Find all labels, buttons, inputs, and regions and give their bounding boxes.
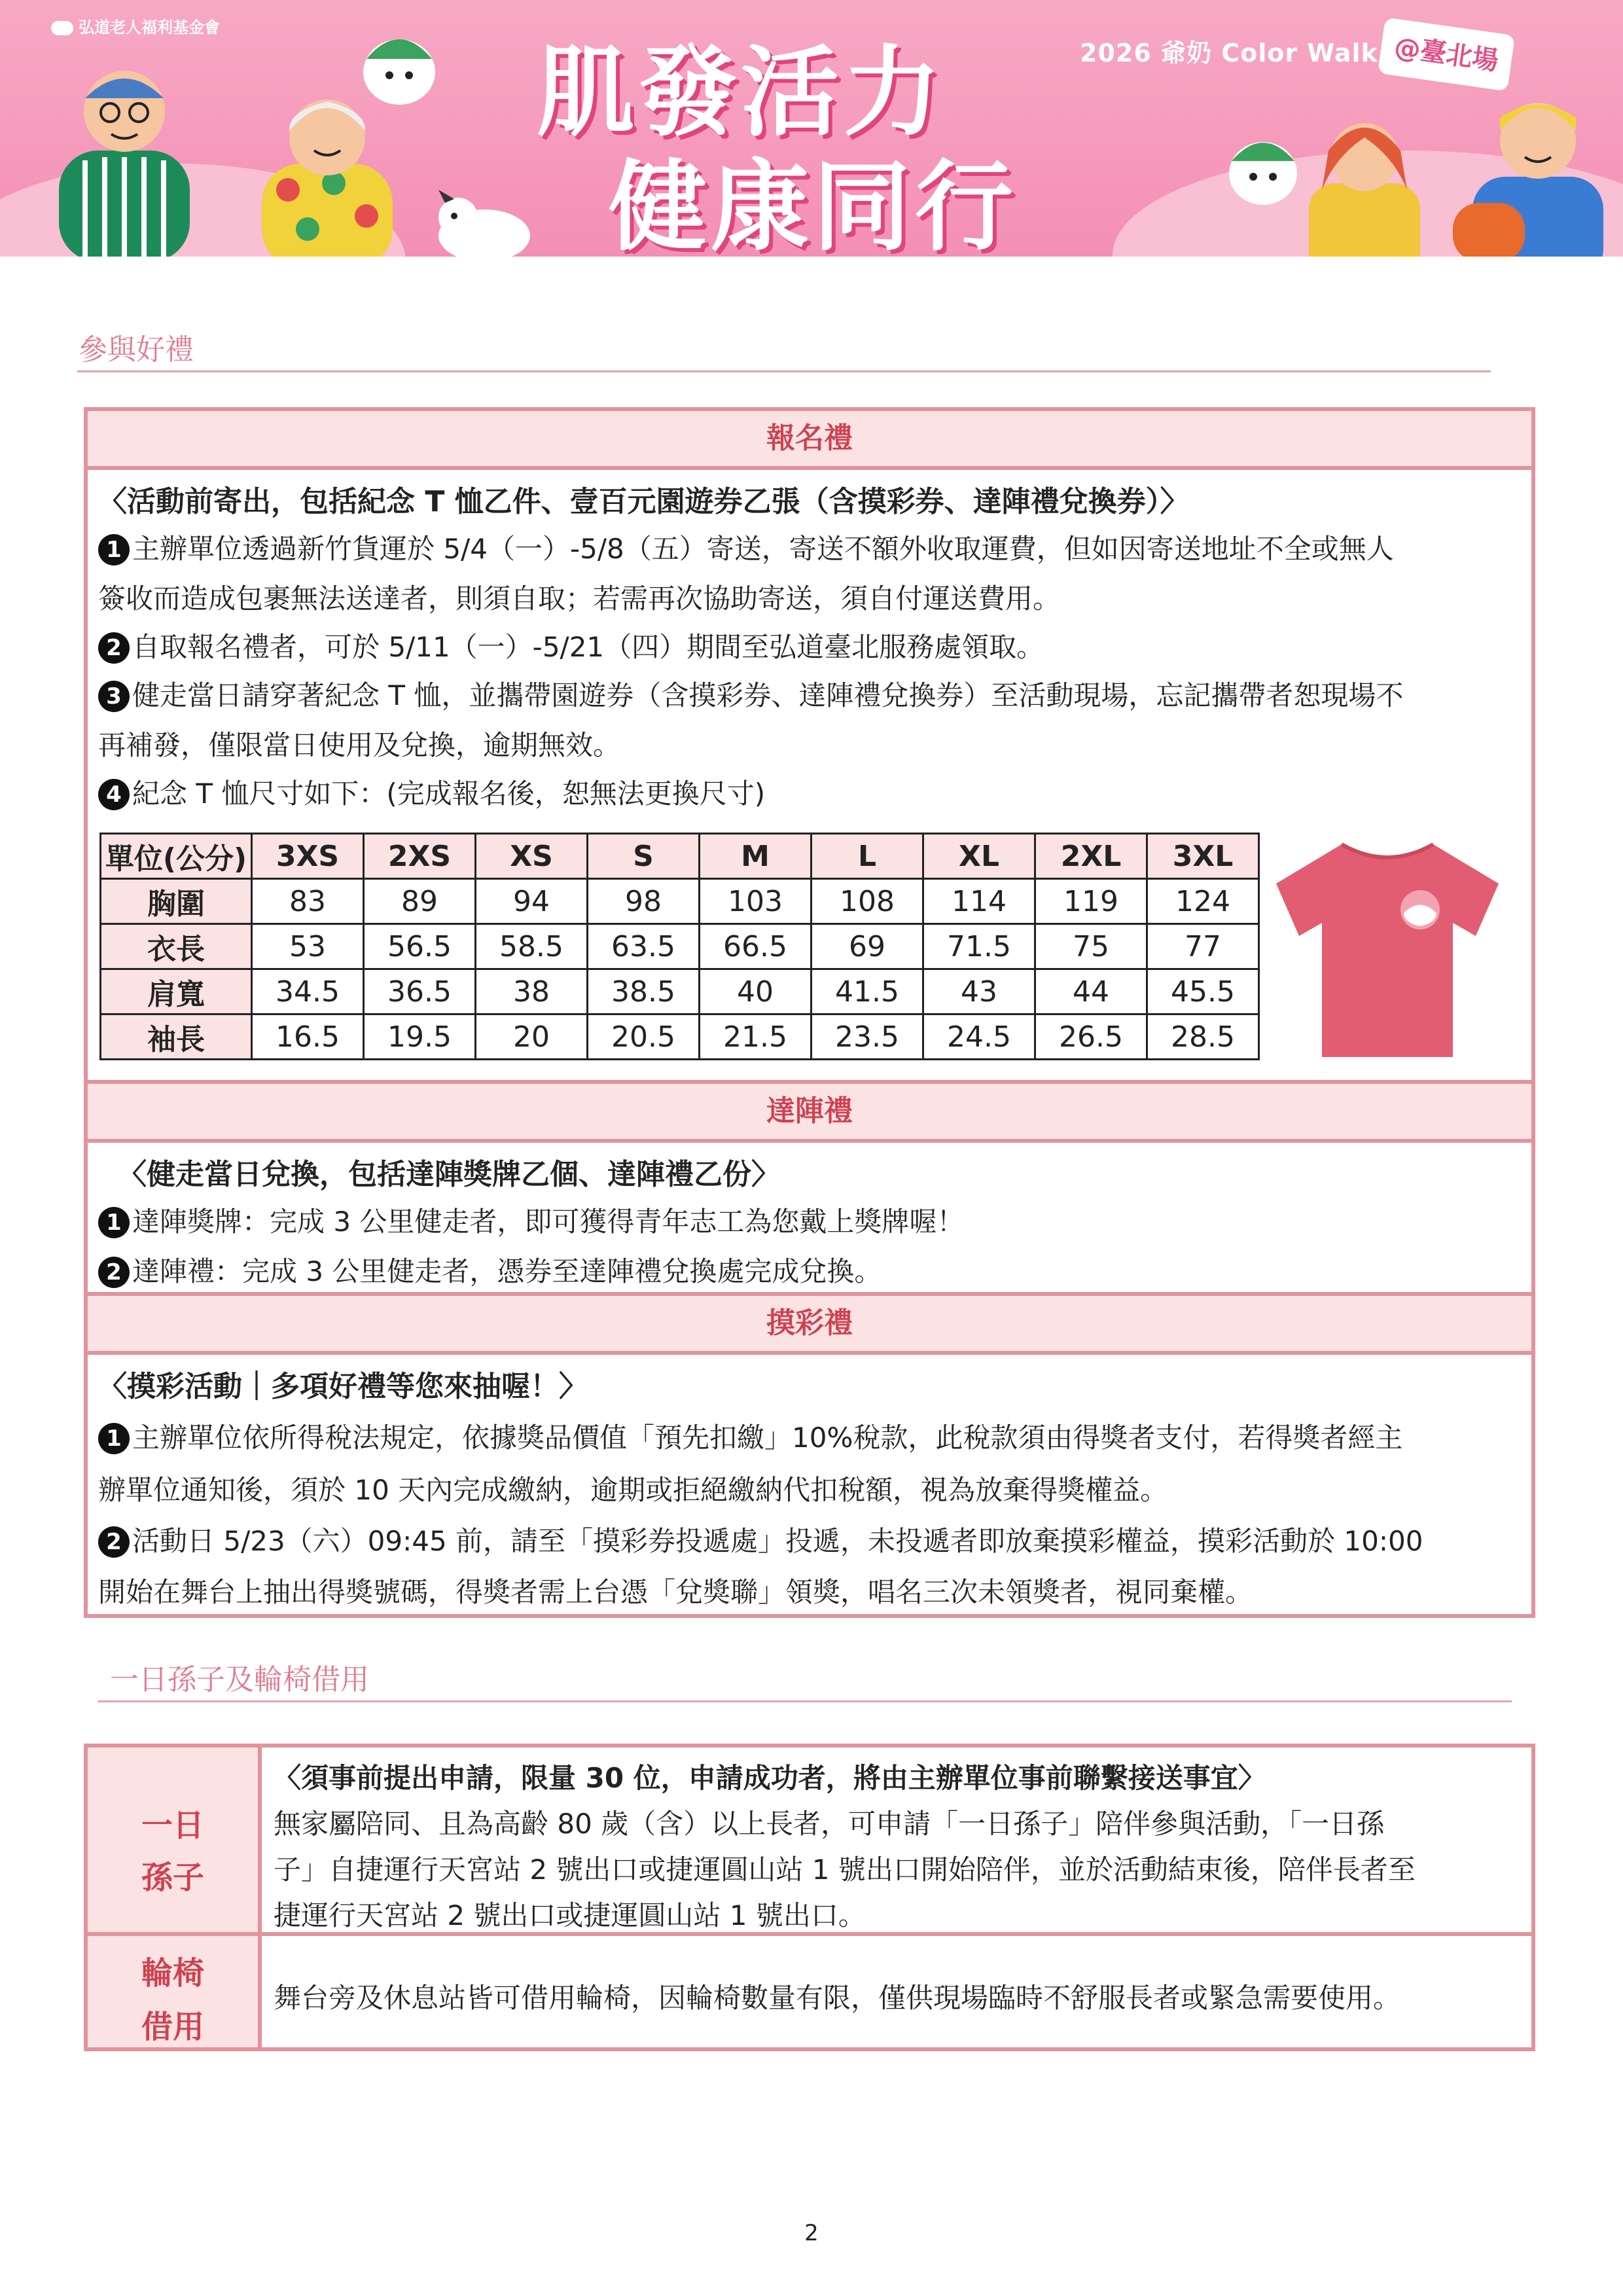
size-table-header-cell: 2XS <box>364 834 476 879</box>
event-name: 2026 爺奶 Color Walk <box>1080 39 1378 67</box>
size-table-header-cell: 2XL <box>1035 834 1147 879</box>
wheelchair-label-1: 輪椅 <box>141 1955 204 1992</box>
lottery-gift-header: 摸彩禮 <box>84 1292 1535 1355</box>
number-badge: 1 <box>98 1207 130 1238</box>
table-cell: 77 <box>1147 924 1259 969</box>
reg-item-3-cont: 再補發，僅限當日使用及兌換，逾期無效。 <box>98 729 621 761</box>
finish-gift-header: 達陣禮 <box>84 1080 1535 1143</box>
size-table-header-cell: 3XS <box>252 834 364 879</box>
wheelchair-label-cell <box>88 1936 258 2047</box>
org-logo-icon <box>51 21 73 35</box>
elderly-woman-illustration <box>236 92 432 257</box>
section-title-grandchild-wheelchair: 一日孫子及輪椅借用 <box>110 1663 369 1696</box>
row-header: 衣長 <box>101 924 252 969</box>
table-cell: 114 <box>923 879 1035 924</box>
number-badge: 2 <box>98 632 130 664</box>
size-table-header <box>101 834 1259 879</box>
dog-illustration <box>432 190 530 257</box>
number-badge: 1 <box>98 1423 130 1454</box>
grandchild-line-1: 無家屬陪同、且為高齡 80 歲（含）以上長者，可申請「一日孫子」陪伴參與活動，「一日孫 <box>274 1808 1385 1840</box>
number-badge: 2 <box>98 1257 130 1288</box>
section-divider <box>77 370 1491 372</box>
table-cell: 23.5 <box>812 1014 923 1060</box>
table-cell: 89 <box>364 879 476 924</box>
section-title-gifts: 參與好禮 <box>79 333 194 367</box>
size-table <box>99 833 1260 1060</box>
young-man-illustration <box>1453 79 1623 257</box>
reg-item-1 <box>98 528 1394 567</box>
reg-item-1-text: 主辦單位透過新竹貨運於 5/4（一）-5/8（五）寄送，寄送不額外收取運費，但如因寄送地址不全或無人 <box>132 533 1394 565</box>
mascot-illustration <box>353 20 452 111</box>
table-cell: 21.5 <box>700 1014 812 1060</box>
lottery-item-2-cont: 開始在舞台上抽出得獎號碼，得獎者需上台憑「兌獎聯」領獎，唱名三次未領獎者，視同棄權。 <box>98 1576 1253 1608</box>
lottery-item-2 <box>98 1520 1423 1559</box>
finish-item-1-text: 達陣獎牌：完成 3 公里健走者，即可獲得青年志工為您戴上獎牌喔！ <box>132 1206 965 1238</box>
lottery-item-1-cont: 辦單位通知後，須於 10 天內完成繳納，逾期或拒絕繳納代扣稅額，視為放棄得獎權益。 <box>98 1474 1168 1506</box>
table-cell: 119 <box>1035 879 1147 924</box>
table-cell: 34.5 <box>252 969 364 1014</box>
table-cell: 16.5 <box>252 1014 364 1060</box>
table-cell: 24.5 <box>923 1014 1035 1060</box>
header-banner <box>0 0 1623 257</box>
venue-badge: @臺北場 <box>1378 18 1515 92</box>
table-cell: 40 <box>700 969 812 1014</box>
table-cell: 43 <box>923 969 1035 1014</box>
finish-item-2-text: 達陣禮：完成 3 公里健走者，憑券至達陣禮兌換處完成兌換。 <box>132 1255 882 1287</box>
table-cell: 53 <box>252 924 364 969</box>
tshirt-image <box>1270 831 1505 1067</box>
reg-item-4 <box>98 772 765 812</box>
table-cell: 19.5 <box>364 1014 476 1060</box>
table-cell: 71.5 <box>923 924 1035 969</box>
reg-gift-subtitle: 〈活動前寄出，包括紀念 T 恤乙件、壹百元園遊券乙張（含摸彩券、達陣禮兌換券）〉 <box>98 485 1189 518</box>
grandchild-line-2: 子」自捷運行天宮站 2 號出口或捷運圓山站 1 號出口開始陪伴，並於活動結束後，陪伴長者至 <box>274 1854 1416 1886</box>
size-table-header-cell: L <box>812 834 923 879</box>
number-badge: 3 <box>98 681 130 712</box>
table-cell: 36.5 <box>364 969 476 1014</box>
table-cell: 44 <box>1035 969 1147 1014</box>
grandchild-label-cell <box>88 1748 258 1932</box>
size-table-header-cell: XS <box>476 834 588 879</box>
reg-item-1-cont: 簽收而造成包裹無法送達者，則須自取；若需再次協助寄送，須自付運送費用。 <box>98 583 1061 615</box>
table-cell: 108 <box>812 879 923 924</box>
elderly-man-illustration <box>39 52 209 257</box>
table-cell: 20.5 <box>588 1014 700 1060</box>
reg-item-3-text: 健走當日請穿著紀念 T 恤，並攜帶園遊券（含摸彩券、達陣禮兌換券）至活動現場，忘記攜帶者恕現場不 <box>132 679 1404 711</box>
table-cell: 20 <box>476 1014 588 1060</box>
size-table-header-cell: M <box>700 834 812 879</box>
reg-gift-header: 報名禮 <box>84 407 1535 470</box>
lottery-item-1 <box>98 1416 1402 1456</box>
finish-gift-subtitle: 〈健走當日兌換，包括達陣獎牌乙個、達陣禮乙份〉 <box>118 1158 780 1191</box>
table-row <box>101 924 1259 969</box>
wheelchair-text: 舞台旁及休息站皆可借用輪椅，因輪椅數量有限，僅供現場臨時不舒服長者或緊急需要使用。 <box>274 1982 1401 2014</box>
size-table-header-cell: 單位(公分) <box>101 834 252 879</box>
table-cell: 66.5 <box>700 924 812 969</box>
lottery-item-2-text: 活動日 5/23（六）09:45 前，請至「摸彩券投遞處」投遞，未投遞者即放棄摸彩權益，摸彩活動於 10:00 <box>132 1525 1423 1557</box>
size-table-header-cell: S <box>588 834 700 879</box>
table-row <box>101 969 1259 1014</box>
banner-title-line1: 肌發活力 <box>537 36 946 150</box>
table-cell: 63.5 <box>588 924 700 969</box>
table-cell: 45.5 <box>1147 969 1259 1014</box>
reg-item-3 <box>98 674 1403 713</box>
table-cell: 94 <box>476 879 588 924</box>
table-row <box>101 879 1259 924</box>
lottery-gift-subtitle: 〈摸彩活動｜多項好禮等您來抽喔！〉 <box>98 1370 588 1403</box>
table-cell: 69 <box>812 924 923 969</box>
table-cell: 38 <box>476 969 588 1014</box>
grandchild-heading: 〈須事前提出申請，限量 30 位，申請成功者，將由主辦單位事前聯繫接送事宜〉 <box>274 1762 1266 1794</box>
row-header: 袖長 <box>101 1014 252 1060</box>
reg-item-2-text: 自取報名禮者，可於 5/11（一）-5/21（四）期間至弘道臺北服務處領取。 <box>132 631 1044 663</box>
table-cell: 58.5 <box>476 924 588 969</box>
number-badge: 4 <box>98 779 130 810</box>
grandchild-line-3: 捷運行天宮站 2 號出口或捷運圓山站 1 號出口。 <box>274 1899 866 1931</box>
number-badge: 2 <box>98 1526 130 1558</box>
table-cell: 56.5 <box>364 924 476 969</box>
column-divider <box>258 1744 262 2051</box>
table-cell: 98 <box>588 879 700 924</box>
banner-title-line2: 健康同行 <box>609 151 1018 257</box>
table-cell: 75 <box>1035 924 1147 969</box>
number-badge: 1 <box>98 534 130 565</box>
lottery-item-1-text: 主辦單位依所得稅法規定，依據獎品價值「預先扣繳」10%稅款，此稅款須由得獎者支付，若得獎者經主 <box>132 1422 1403 1454</box>
table-cell: 103 <box>700 879 812 924</box>
size-table-header-cell: XL <box>923 834 1035 879</box>
size-table-header-cell: 3XL <box>1147 834 1259 879</box>
finish-item-1 <box>98 1200 964 1240</box>
section-divider <box>98 1700 1512 1702</box>
org-logo <box>51 14 220 37</box>
young-woman-illustration <box>1283 111 1440 257</box>
table-cell: 26.5 <box>1035 1014 1147 1060</box>
grandchild-label-1: 一日 <box>141 1807 204 1844</box>
table-cell: 83 <box>252 879 364 924</box>
row-header: 胸圍 <box>101 879 252 924</box>
row-header: 肩寬 <box>101 969 252 1014</box>
reg-item-2 <box>98 626 1044 665</box>
table-cell: 124 <box>1147 879 1259 924</box>
reg-item-4-text: 紀念 T 恤尺寸如下：(完成報名後，恕無法更換尺寸) <box>132 778 766 810</box>
table-cell: 28.5 <box>1147 1014 1259 1060</box>
wheelchair-label-2: 借用 <box>141 2009 204 2045</box>
page-number: 2 <box>804 2220 819 2246</box>
org-name: 弘道老人福利基金會 <box>79 18 220 37</box>
finish-item-2 <box>98 1250 882 1289</box>
table-cell: 38.5 <box>588 969 700 1014</box>
grandchild-label-2: 孫子 <box>141 1859 204 1896</box>
table-cell: 41.5 <box>812 969 923 1014</box>
table-row <box>101 1014 1259 1060</box>
